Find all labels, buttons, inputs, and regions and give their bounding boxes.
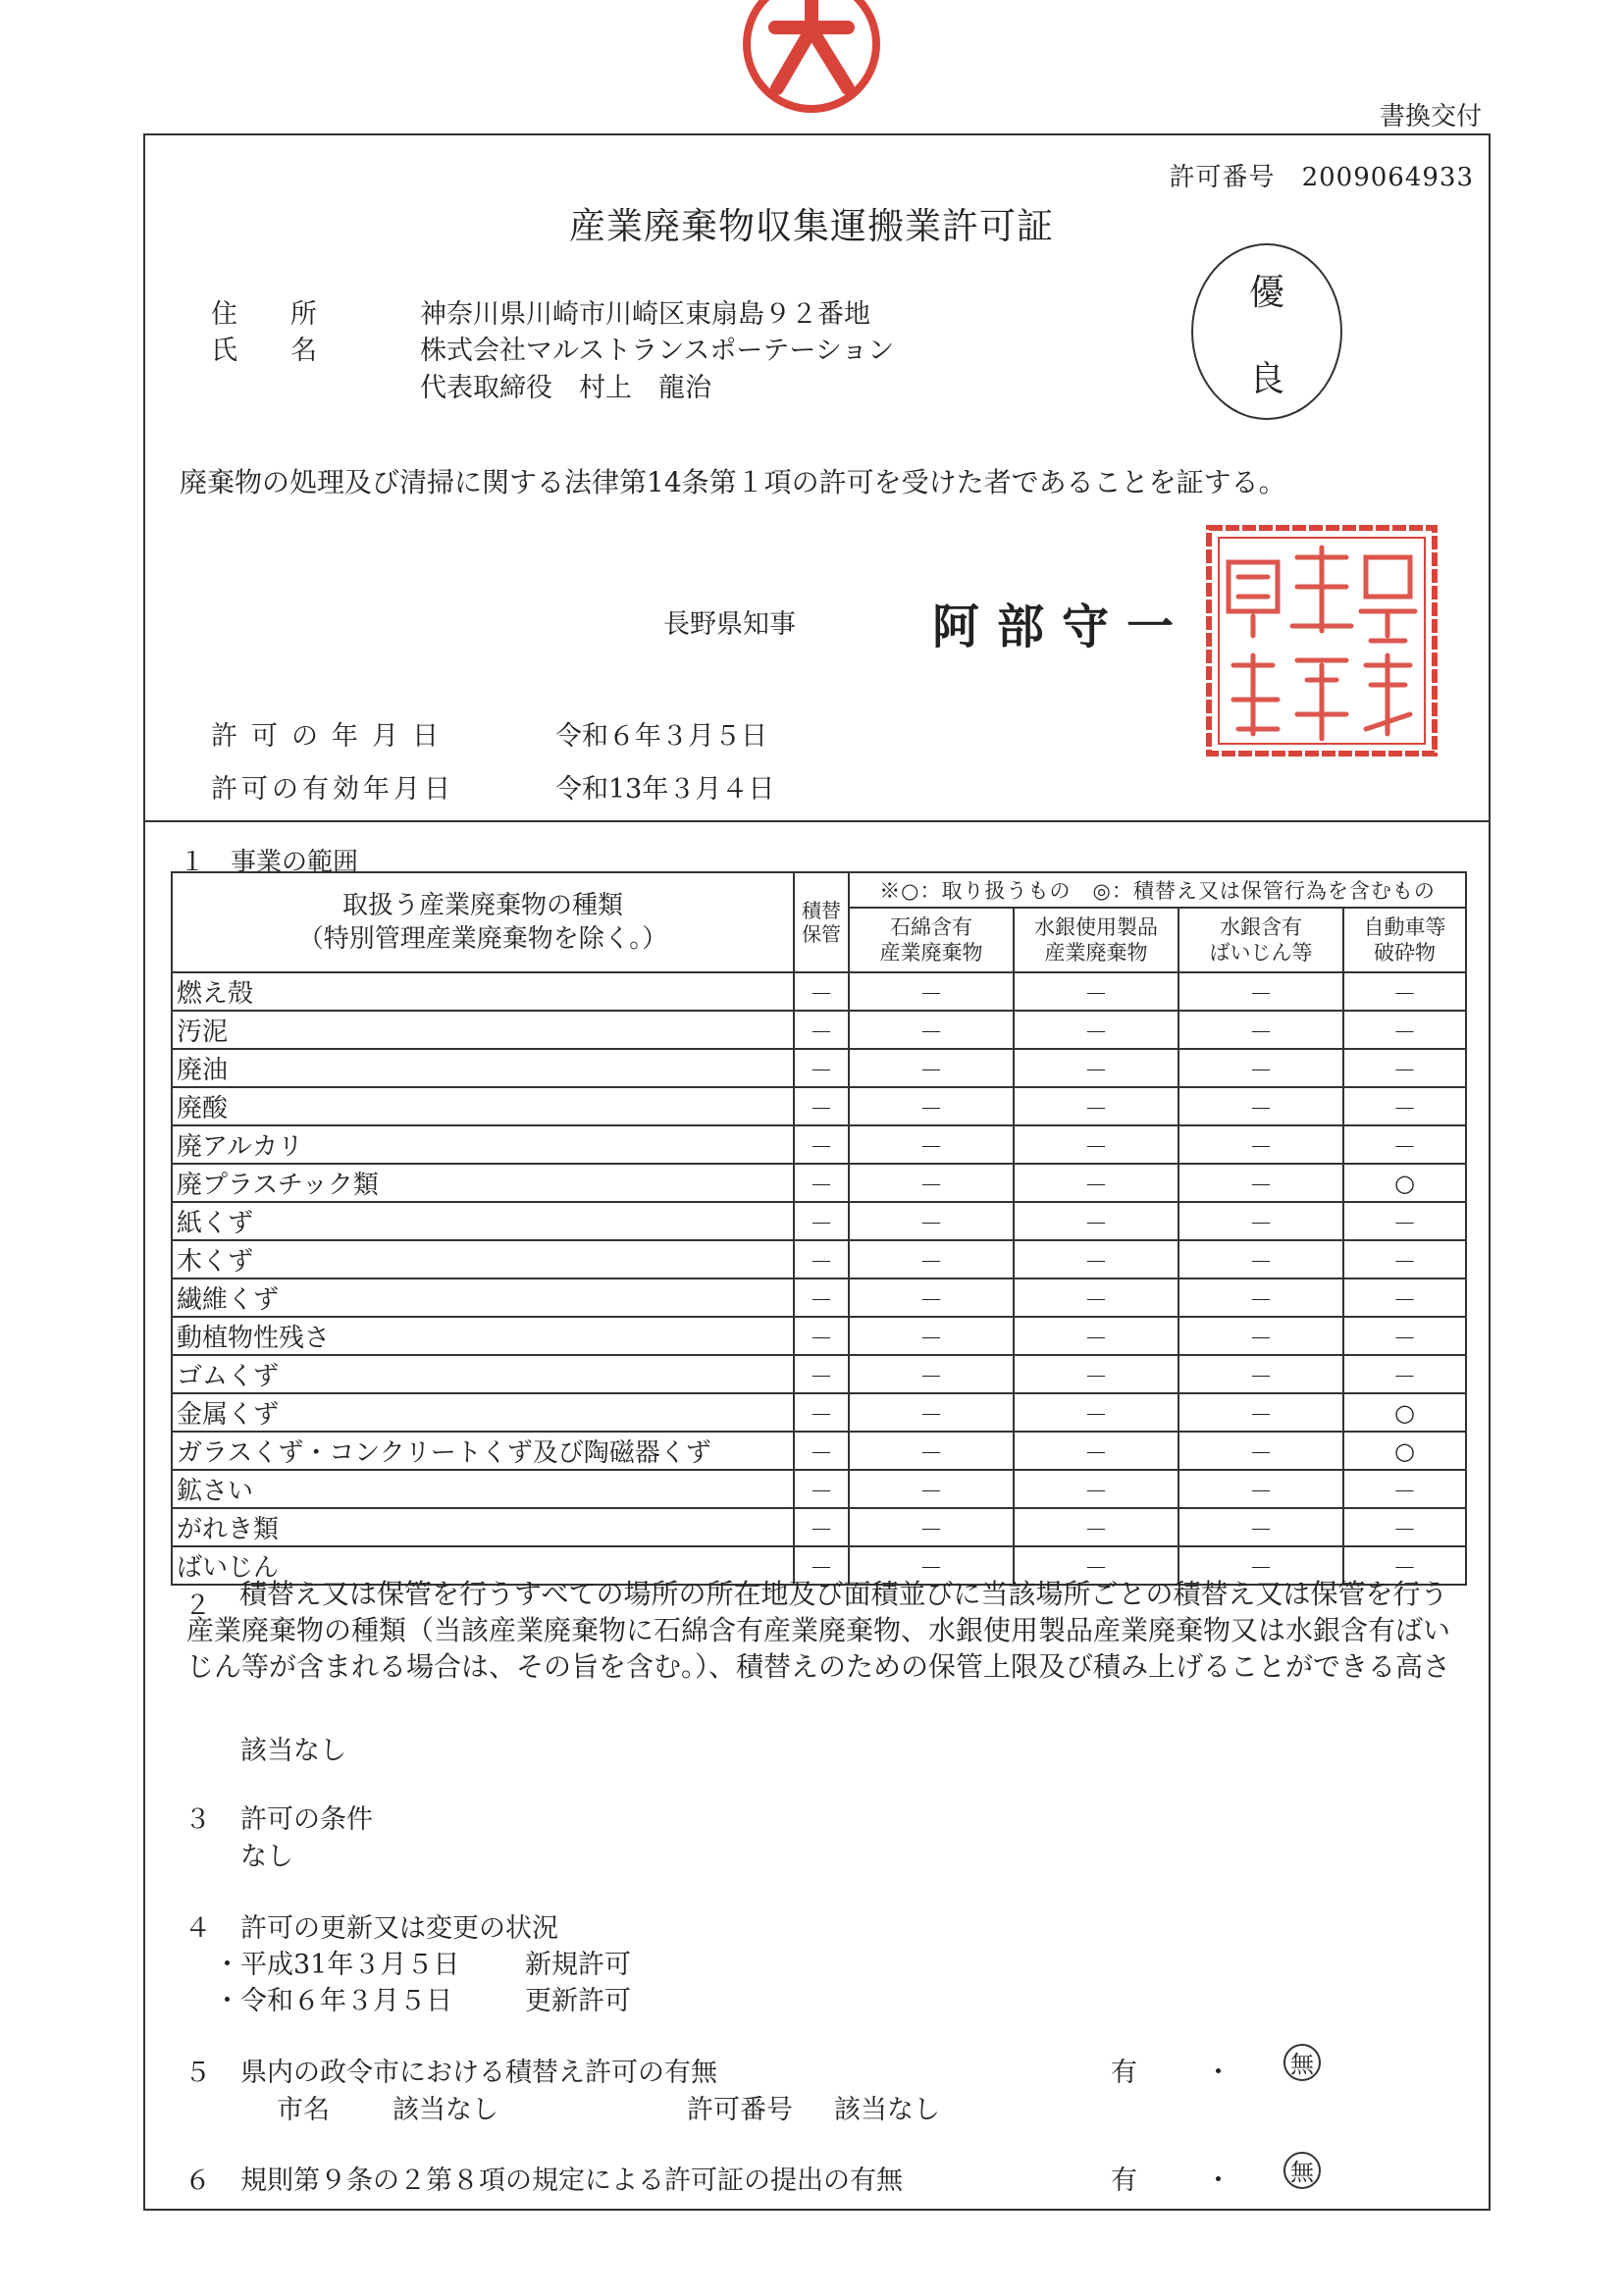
mark-cell: －: [849, 1393, 1014, 1432]
waste-kind-cell: 汚泥: [172, 1011, 794, 1049]
waste-kind-cell: 木くず: [172, 1240, 794, 1278]
mark-cell: －: [849, 1202, 1014, 1240]
mark-cell: －: [794, 972, 849, 1011]
permit-number-label: 許可番号: [1169, 163, 1276, 192]
section3-value: なし: [240, 1842, 293, 1872]
badge-char-bottom: 良: [1248, 359, 1284, 399]
header-mercury-dust: 水銀含有 ばいじん等: [1178, 908, 1343, 972]
waste-kind-cell: ゴムくず: [172, 1355, 794, 1393]
table-row: [172, 972, 1466, 1011]
issuer-name: 阿部守一: [932, 600, 1192, 654]
mark-cell: －: [794, 1125, 849, 1164]
header-storage: 積替 保管: [794, 872, 849, 972]
section5-separator: ・: [1205, 2058, 1231, 2088]
section2-value: 該当なし: [240, 1736, 346, 1766]
mark-cell: －: [794, 1393, 849, 1432]
certification-sentence: 廃棄物の処理及び清掃に関する法律第14条第１項の許可を受けた者であることを証する。: [180, 466, 1286, 498]
mark-cell: －: [1014, 1317, 1178, 1355]
table-row: [172, 1317, 1466, 1355]
mark-cell: －: [849, 1049, 1014, 1087]
mark-cell: －: [794, 1432, 849, 1470]
waste-scope-table: [171, 871, 1467, 1586]
permit-number-value: 2009064933: [1301, 163, 1474, 192]
section4-entry-type: 新規許可: [525, 1950, 631, 1980]
mark-cell: ○: [1343, 1393, 1466, 1432]
mark-cell: －: [1343, 1049, 1466, 1087]
section5-number: ５: [184, 2058, 211, 2088]
section2-number: ２: [184, 1591, 211, 1621]
mark-cell: －: [849, 1087, 1014, 1125]
mark-cell: ○: [1343, 1164, 1466, 1202]
mark-cell: －: [849, 1125, 1014, 1164]
table-row: [172, 1470, 1466, 1508]
section5-title: 県内の政令市における積替え許可の有無: [240, 2058, 717, 2088]
mark-cell: －: [1178, 1470, 1343, 1508]
mark-cell: －: [1343, 1546, 1466, 1585]
mark-cell: －: [1343, 972, 1466, 1011]
mark-cell: －: [1178, 1240, 1343, 1278]
table-row: [172, 1240, 1466, 1278]
mark-cell: －: [1014, 1432, 1178, 1470]
mark-cell: －: [1014, 1508, 1178, 1546]
mark-cell: －: [1343, 1011, 1466, 1049]
header-vehicle-shredder: 自動車等 破砕物: [1343, 908, 1466, 972]
waste-kind-cell: ばいじん: [172, 1546, 794, 1585]
representative-name: 代表取締役 村上 龍治: [420, 373, 711, 403]
mark-cell: －: [1014, 1011, 1178, 1049]
table-row: [172, 1164, 1466, 1202]
mark-cell: －: [794, 1011, 849, 1049]
section6-separator: ・: [1205, 2166, 1231, 2196]
table-row: [172, 1432, 1466, 1470]
mark-cell: －: [1178, 1317, 1343, 1355]
mark-cell: －: [1014, 1049, 1178, 1087]
section5-permit-label: 許可番号: [687, 2095, 793, 2125]
section6-number: ６: [184, 2166, 211, 2196]
mark-cell: －: [849, 1508, 1014, 1546]
permit-number: [1170, 157, 1474, 193]
waste-kind-cell: 動植物性残さ: [172, 1317, 794, 1355]
mark-cell: －: [1178, 1355, 1343, 1393]
mark-cell: －: [1178, 1508, 1343, 1546]
mark-cell: －: [794, 1317, 849, 1355]
mark-cell: －: [849, 1240, 1014, 1278]
waste-kind-cell: 繊維くず: [172, 1278, 794, 1317]
mark-cell: －: [849, 1164, 1014, 1202]
mark-cell: －: [1343, 1470, 1466, 1508]
mark-cell: －: [794, 1278, 849, 1317]
mark-cell: －: [849, 1470, 1014, 1508]
section5-city-value: 該当なし: [393, 2095, 498, 2125]
document-title: 産業廃棄物収集運搬業許可証: [569, 205, 1054, 247]
mark-cell: －: [794, 1202, 849, 1240]
mark-cell: －: [849, 1546, 1014, 1585]
waste-kind-cell: 金属くず: [172, 1393, 794, 1432]
section6-no-circled: 無: [1283, 2152, 1321, 2189]
section3-title: 許可の条件: [240, 1804, 373, 1835]
table-row: [172, 1011, 1466, 1049]
legend-note: ※○：取り扱うもの ◎：積替え又は保管行為を含むもの: [849, 872, 1466, 908]
waste-kind-cell: 鉱さい: [172, 1470, 794, 1508]
mark-cell: －: [1178, 1393, 1343, 1432]
permit-date-label: 許可の年月日: [211, 721, 452, 752]
section2-text: 積替え又は保管を行うすべての場所の所在地及び面積並びに当該場所ごとの積替え又は保管を行う産業廃棄物の種類（当該産業廃棄物に石綿含有産業廃棄物、水銀使用製品産業廃棄物又は水銀含有ばいじん等が含まれる場合は、その旨を含む。）、積替えのための保管上限及び積み上げることができる高さ: [186, 1578, 1451, 1683]
section5-yes: 有: [1111, 2058, 1137, 2088]
waste-kind-cell: 紙くず: [172, 1202, 794, 1240]
mark-cell: －: [1343, 1508, 1466, 1546]
mark-cell: －: [794, 1164, 849, 1202]
mark-cell: －: [794, 1087, 849, 1125]
section3-number: ３: [184, 1804, 211, 1835]
table-row: [172, 1355, 1466, 1393]
section6-yes: 有: [1111, 2166, 1137, 2196]
section5-city-label: 市名: [277, 2095, 330, 2125]
mark-cell: －: [794, 1049, 849, 1087]
mark-cell: －: [1343, 1317, 1466, 1355]
mark-cell: －: [1343, 1240, 1466, 1278]
mark-cell: －: [1178, 1087, 1343, 1125]
section4-entry-date: ・平成31年３月５日: [214, 1950, 460, 1980]
mark-cell: －: [1014, 1355, 1178, 1393]
mark-cell: －: [1178, 1278, 1343, 1317]
mark-cell: －: [794, 1546, 849, 1585]
section4-title: 許可の更新又は変更の状況: [240, 1913, 558, 1944]
table-row: [172, 1202, 1466, 1240]
table-row: [172, 1087, 1466, 1125]
mark-cell: －: [849, 1432, 1014, 1470]
reissue-label: 書換交付: [1379, 102, 1482, 131]
name-label: 氏 名: [211, 336, 317, 366]
mark-cell: －: [849, 1317, 1014, 1355]
mark-cell: －: [849, 1278, 1014, 1317]
table-row: [172, 1125, 1466, 1164]
mark-cell: －: [1014, 1240, 1178, 1278]
section4-entry-type: 更新許可: [525, 1986, 631, 2016]
mark-cell: －: [1178, 1202, 1343, 1240]
section5-permit-value: 該当なし: [834, 2095, 940, 2125]
section5-no-circled: 無: [1283, 2044, 1321, 2081]
badge-char-top: 優: [1248, 273, 1284, 313]
address-value: 神奈川県川崎市川崎区東扇島９２番地: [420, 299, 870, 330]
section4-entry-date: ・令和６年３月５日: [214, 1986, 452, 2016]
mark-cell: －: [1343, 1202, 1466, 1240]
mark-cell: －: [1343, 1087, 1466, 1125]
mark-cell: －: [849, 1011, 1014, 1049]
mark-cell: －: [794, 1470, 849, 1508]
mark-cell: －: [794, 1508, 849, 1546]
expiry-date-value: 令和13年３月４日: [555, 774, 775, 805]
table-row: [172, 1049, 1466, 1087]
mark-cell: －: [1178, 1164, 1343, 1202]
governor-seal-stamp: [1199, 518, 1444, 763]
mark-cell: －: [1178, 972, 1343, 1011]
mark-cell: －: [1014, 1087, 1178, 1125]
mark-cell: －: [1014, 1470, 1178, 1508]
mark-cell: －: [849, 972, 1014, 1011]
expiry-date-label: 許可の有効年月日: [211, 774, 454, 805]
waste-kind-cell: 廃アルカリ: [172, 1125, 794, 1164]
waste-kind-cell: ガラスくず・コンクリートくず及び陶磁器くず: [172, 1432, 794, 1470]
mark-cell: －: [1178, 1432, 1343, 1470]
mark-cell: －: [1014, 1546, 1178, 1585]
waste-kind-cell: がれき類: [172, 1508, 794, 1546]
mark-cell: －: [1014, 1125, 1178, 1164]
waste-kind-cell: 廃油: [172, 1049, 794, 1087]
company-name: 株式会社マルストランスポーテーション: [420, 336, 895, 366]
mark-cell: －: [1178, 1011, 1343, 1049]
waste-kind-cell: 燃え殻: [172, 972, 794, 1011]
mark-cell: －: [1343, 1278, 1466, 1317]
mark-cell: －: [1014, 1278, 1178, 1317]
waste-kind-cell: 廃プラスチック類: [172, 1164, 794, 1202]
mark-cell: －: [1014, 1202, 1178, 1240]
table-row: [172, 1508, 1466, 1546]
section6-title: 規則第９条の２第８項の規定による許可証の提出の有無: [240, 2166, 903, 2196]
mark-cell: －: [1178, 1049, 1343, 1087]
header-mercury-products: 水銀使用製品 産業廃棄物: [1014, 908, 1178, 972]
mark-cell: ○: [1343, 1432, 1466, 1470]
waste-kind-cell: 廃酸: [172, 1087, 794, 1125]
scope-section-title: １ 事業の範囲: [180, 848, 359, 877]
mark-cell: －: [849, 1355, 1014, 1393]
top-seal-stamp: [738, 0, 885, 118]
table-row: [172, 1393, 1466, 1432]
issuer-title: 長野県知事: [663, 609, 796, 640]
excellent-operator-badge: [1191, 243, 1342, 420]
mark-cell: －: [1014, 972, 1178, 1011]
section4-number: ４: [184, 1913, 211, 1944]
mark-cell: －: [794, 1240, 849, 1278]
mark-cell: －: [1343, 1125, 1466, 1164]
permit-date-value: 令和６年３月５日: [555, 721, 767, 752]
header-waste-kind: 取扱う産業廃棄物の種類 （特別管理産業廃棄物を除く。）: [172, 872, 794, 972]
mark-cell: －: [794, 1355, 849, 1393]
mark-cell: －: [1014, 1164, 1178, 1202]
table-row: [172, 1278, 1466, 1317]
address-label: 住 所: [211, 299, 317, 330]
mark-cell: －: [1178, 1546, 1343, 1585]
mark-cell: －: [1014, 1393, 1178, 1432]
header-asbestos: 石綿含有 産業廃棄物: [849, 908, 1014, 972]
mark-cell: －: [1343, 1355, 1466, 1393]
mark-cell: －: [1178, 1125, 1343, 1164]
